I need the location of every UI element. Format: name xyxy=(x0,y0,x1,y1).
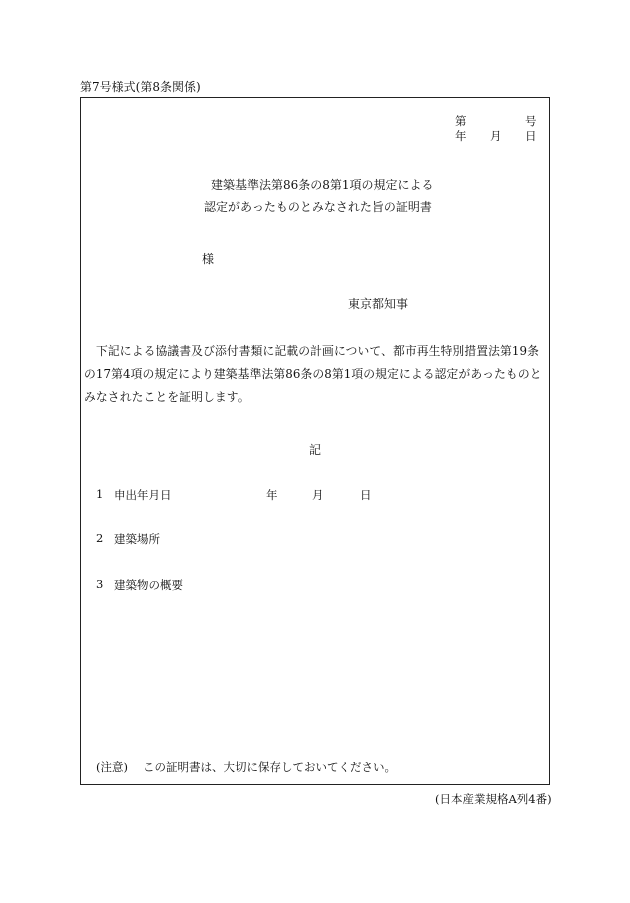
certificate-body-text: 下記による協議書及び添付書類に記載の計画について、都市再生特別措置法第19条の17第4項の規定により建築基準法第86条の8第1項の規定による認定があったものとみなされたことを証明します。 xyxy=(84,344,542,404)
number-prefix: 第 xyxy=(455,114,467,128)
issue-date-month: 月 xyxy=(490,129,502,143)
item-1-number: 1 xyxy=(96,487,104,501)
item-1-year: 年 xyxy=(266,488,278,502)
ki-heading: 記 xyxy=(309,443,322,457)
addressee-suffix: 様 xyxy=(202,252,215,266)
number-suffix: 号 xyxy=(525,114,537,128)
item-3-label: 建築物の概要 xyxy=(114,578,183,592)
document-title-line-1: 建築基準法第86条の8第1項の規定による xyxy=(211,178,434,192)
item-1-label: 申出年月日 xyxy=(114,488,172,502)
note-text: この証明書は、大切に保存しておいてください。 xyxy=(143,760,396,774)
issue-date-year: 年 xyxy=(455,129,467,143)
item-3-number: 3 xyxy=(96,577,104,591)
item-2-number: 2 xyxy=(96,531,104,545)
item-1-day: 日 xyxy=(360,488,372,502)
issue-date-day: 日 xyxy=(525,129,537,143)
issuer-name: 東京都知事 xyxy=(348,297,409,311)
note-label: (注意) xyxy=(96,760,128,774)
item-2-label: 建築場所 xyxy=(114,532,160,546)
form-label: 第7号様式(第8条関係) xyxy=(80,80,201,94)
document-title-line-2: 認定があったものとみなされた旨の証明書 xyxy=(204,200,432,214)
item-1-month: 月 xyxy=(312,488,324,502)
paper-standard: (日本産業規格A列4番) xyxy=(435,792,552,806)
